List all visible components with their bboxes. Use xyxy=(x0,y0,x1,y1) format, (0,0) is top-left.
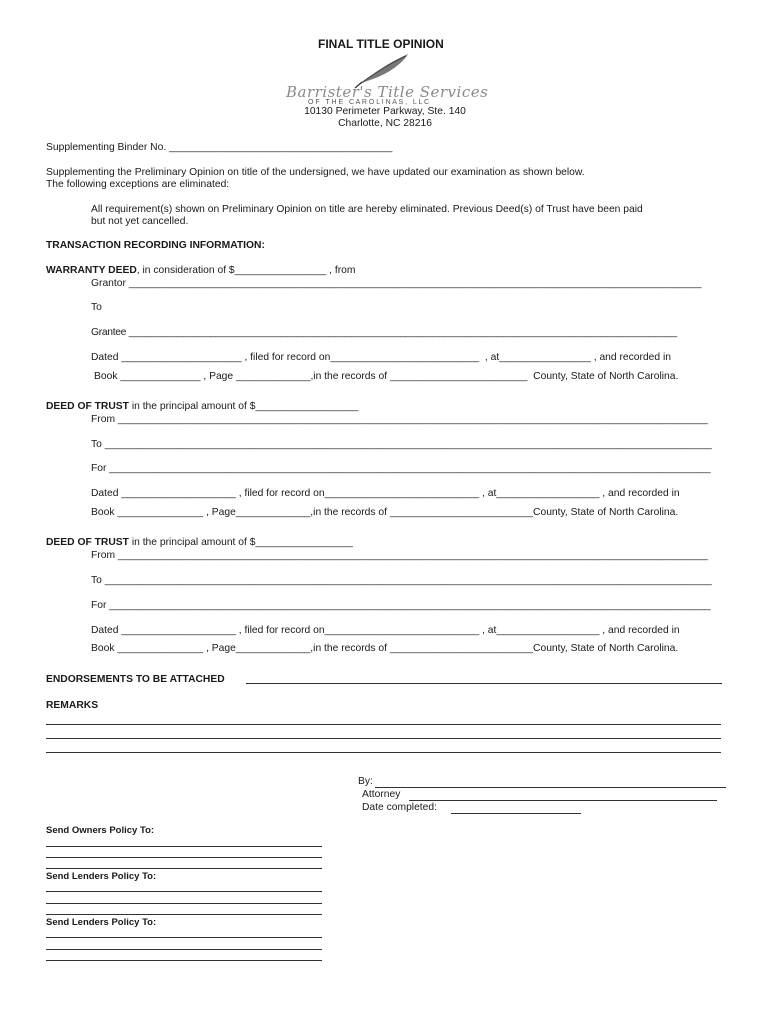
warranty-deed-line xyxy=(46,265,355,277)
remarks-line-3[interactable] xyxy=(46,752,721,753)
deed-of-trust-2-to-field[interactable]: To __________________________________________________________________________________________________________ xyxy=(91,575,712,586)
warranty-deed-heading: WARRANTY DEED xyxy=(46,265,137,276)
intro-text-line-2: The following exceptions are eliminated: xyxy=(46,179,230,190)
deed-of-trust-1-amount-field[interactable]: in the principal amount of $__________________ xyxy=(128,401,359,412)
owners-address-line-3[interactable] xyxy=(46,868,322,869)
deed-of-trust-2-dated-field[interactable]: Dated ____________________ , filed for record on___________________________ , at__________________ , and recorded in xyxy=(91,625,680,636)
owners-address-line-2[interactable] xyxy=(46,857,322,858)
remarks-line-1[interactable] xyxy=(46,724,721,725)
intro-text-line-1: Supplementing the Preliminary Opinion on title of the undersigned, we have updated our examination as shown below. xyxy=(46,167,585,178)
address-line-1: 10130 Perimeter Parkway, Ste. 140 xyxy=(304,106,466,117)
deed-of-trust-2-amount-field[interactable]: in the principal amount of $_________________ xyxy=(128,537,353,548)
binder-number-field[interactable]: Supplementing Binder No. _______________________________________ xyxy=(46,142,393,153)
attorney-label: Attorney xyxy=(362,789,401,800)
deed-of-trust-2-for-field[interactable]: For _________________________________________________________________________________________________________ xyxy=(91,600,711,611)
remarks-line-2[interactable] xyxy=(46,738,721,739)
warranty-dated-field[interactable]: Dated _____________________ , filed for record on__________________________ , at________________ , and recorded in xyxy=(91,352,671,363)
grantee-field[interactable]: Grantee _____________________________________________________________________________________________________ xyxy=(91,327,677,338)
deed-of-trust-1-to-field[interactable]: To __________________________________________________________________________________________________________ xyxy=(91,439,712,450)
warranty-book-field[interactable]: Book ______________ , Page _____________,in the records of ________________________ County, State of North Carolina. xyxy=(94,371,679,382)
company-logo-script: Barrister's Title Services xyxy=(286,83,489,101)
lenders-1-address-line-1[interactable] xyxy=(46,891,322,892)
by-signature-field[interactable] xyxy=(375,787,726,788)
deed-of-trust-1-dated-field[interactable]: Dated ____________________ , filed for record on___________________________ , at__________________ , and recorded in xyxy=(91,488,680,499)
address-line-2: Charlotte, NC 28216 xyxy=(338,118,432,129)
warranty-consideration-field[interactable]: , in consideration of $________________ , from xyxy=(136,265,356,276)
deed-of-trust-2-book-field[interactable]: Book _______________ , Page_____________,in the records of _________________________County, State of North Carolina. xyxy=(91,643,679,654)
date-completed-label: Date completed: xyxy=(362,802,437,813)
requirements-text-line-1: All requirement(s) shown on Preliminary Opinion on title are hereby eliminated. Previous Deed(s) of Trust have been paid xyxy=(91,204,643,215)
warranty-to-label: To xyxy=(91,302,102,313)
by-label: By: xyxy=(358,776,373,787)
lenders-1-address-line-3[interactable] xyxy=(46,914,322,915)
lenders-2-address-line-2[interactable] xyxy=(46,949,322,950)
deed-of-trust-1-book-field[interactable]: Book _______________ , Page_____________,in the records of _________________________County, State of North Carolina. xyxy=(91,507,679,518)
grantor-field[interactable]: Grantor ____________________________________________________________________________________________________ xyxy=(91,278,702,289)
deed-of-trust-2-line xyxy=(46,537,353,549)
deed-of-trust-1-from-field[interactable]: From _______________________________________________________________________________________________________ xyxy=(91,414,708,425)
page-title: FINAL TITLE OPINION xyxy=(318,37,444,51)
lenders-2-address-line-3[interactable] xyxy=(46,960,322,961)
lenders-1-address-line-2[interactable] xyxy=(46,903,322,904)
requirements-text-line-2: but not yet cancelled. xyxy=(91,216,189,227)
deed-of-trust-1-heading: DEED OF TRUST xyxy=(46,401,129,412)
attorney-field[interactable] xyxy=(409,800,717,801)
date-completed-field[interactable] xyxy=(451,813,581,814)
lenders-2-address-line-1[interactable] xyxy=(46,937,322,938)
endorsements-heading: ENDORSEMENTS TO BE ATTACHED xyxy=(46,674,225,685)
send-lenders-policy-label-1: Send Lenders Policy To: xyxy=(46,871,157,882)
company-logo-subtitle: O F T H E C A R O L I N A S , L L C xyxy=(308,99,430,106)
send-lenders-policy-label-2: Send Lenders Policy To: xyxy=(46,917,157,928)
remarks-heading: REMARKS xyxy=(46,700,99,711)
transaction-heading: TRANSACTION RECORDING INFORMATION: xyxy=(46,240,265,251)
endorsements-field[interactable] xyxy=(246,683,722,684)
deed-of-trust-1-line xyxy=(46,401,359,413)
deed-of-trust-1-for-field[interactable]: For _________________________________________________________________________________________________________ xyxy=(91,463,711,474)
deed-of-trust-2-from-field[interactable]: From _______________________________________________________________________________________________________ xyxy=(91,550,708,561)
deed-of-trust-2-heading: DEED OF TRUST xyxy=(46,537,129,548)
send-owners-policy-label: Send Owners Policy To: xyxy=(46,825,155,836)
owners-address-line-1[interactable] xyxy=(46,846,322,847)
